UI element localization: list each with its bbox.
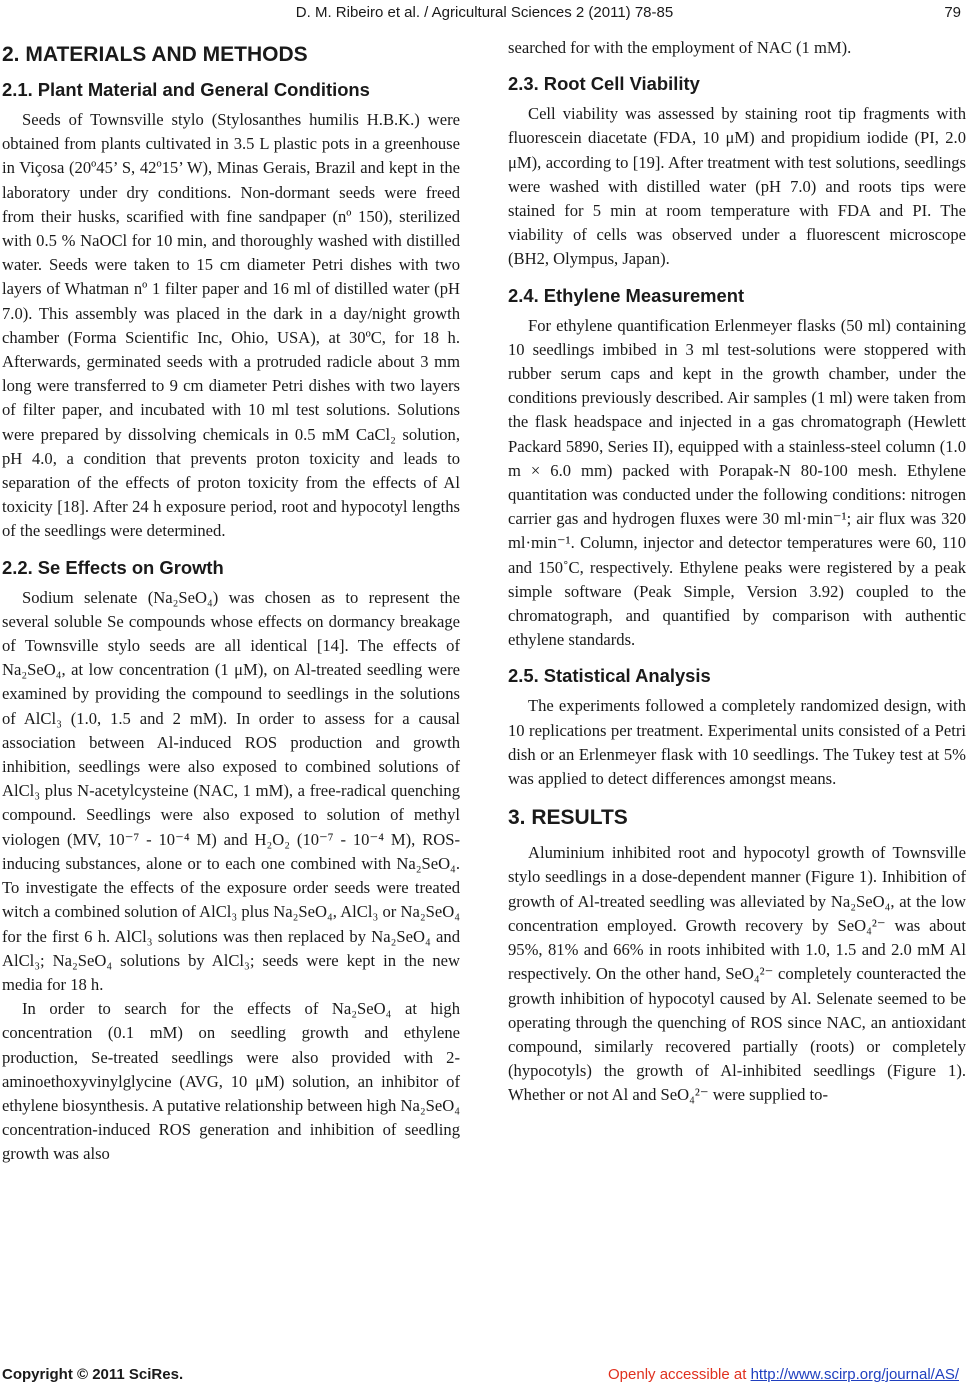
paragraph-continued: searched for with the employment of NAC (1 mM). xyxy=(508,38,852,57)
open-access-notice xyxy=(608,1366,959,1383)
section-heading-materials-methods: 2. MATERIALS AND METHODS xyxy=(2,43,308,66)
left-column xyxy=(2,36,460,1167)
subsection-heading-plant-material: 2.1. Plant Material and General Conditions xyxy=(2,79,370,100)
subsection-heading-se-effects: 2.2. Se Effects on Growth xyxy=(2,556,224,578)
journal-link[interactable]: http://www.scirp.org/journal/AS/ xyxy=(750,1366,959,1383)
copyright-notice: Copyright © 2011 SciRes. xyxy=(2,1366,184,1383)
page-footer xyxy=(0,1366,969,1386)
subsection-heading-root-viability: 2.3. Root Cell Viability xyxy=(508,73,700,95)
section-heading-results: 3. RESULTS xyxy=(508,806,628,830)
paragraph-results: Aluminium inhibited root and hypocotyl growth of Townsville stylo seedlings in a dose-dependent manner (Figure 1). Inhibition of growth of Al-treated seedling was alleviated by Na₂SeO₄, at the low concentration employed. Growth recovery by SeO₄²⁻ was about 95%, 81% and 66% in roots inhibited with 1.0, 1.5 and 2.0 mM Al respectively. On the other hand, SeO₄²⁻ completely counteracted the growth inhibition of hypocotyl caused by Al. Selenate seemed to be operating through the quenching of ROS since NAC, an antioxidant compound, similarly recovered partially (roots) or completely (hypocotyls) the growth of Al-inhibited seedlings (Figure 1). Whether or not Al and SeO₄²⁻ were supplied to- xyxy=(508,843,966,1105)
right-column xyxy=(508,36,966,1108)
subsection-heading-statistics: 2.5. Statistical Analysis xyxy=(508,665,711,687)
paragraph-plant-material: Seeds of Townsville stylo (Stylosanthes humilis H.B.K.) were obtained from plants cultivated in 3.5 L plastic pots in a greenhouse in Viçosa (20º45’ S, 42º15’ W), Minas Gerais, Brazil and kept in the laboratory under dry conditions. Non-dormant seeds were freed from their husks, scarified with fine sandpaper (nº 150), sterilized with 0.5 % NaOCl for 10 min, and thoroughly washed with distilled water. Seeds were taken to 15 cm diameter Petri dishes with two layers of Whatman nº 1 filter paper and 16 ml of distilled water (pH 7.0). This assembly was placed in the dark in a day/night growth chamber (Forma Scientific Inc, Ohio, USA), at 30ºC, for 18 h. Afterwards, germinated seeds with a protruded radicle about 3 mm long were transferred to 9 cm diameter Petri dishes with two layers of filter paper, and incubated with 10 ml test solutions. Solutions were prepared by dissolving chemicals in 0.5 mM CaCl₂ solution, pH 4.0, a condition that prevents proton toxicity and leads to separation of the effects of proton toxicity from the effects of Al toxicity [18]. After 24 h exposure period, root and hypocotyl lengths of the seedlings were determined. xyxy=(2,110,460,541)
page-header xyxy=(0,4,969,26)
paragraph-se-effects-2: In order to search for the effects of Na₂SeO₄ at high concentration (0.1 mM) on seedling growth and ethylene production, Se-treated seedlings were also provided with 2-aminoethoxyvinylglycine (AVG, 10 μM) solution, an inhibitor of ethylene biosynthesis. A putative relationship between high Na₂SeO₄ concentration-induced ROS generation and inhibition of seedling growth was also xyxy=(2,999,460,1164)
open-access-label: Openly accessible at xyxy=(608,1366,751,1383)
paragraph-ethylene: For ethylene quantification Erlenmeyer flasks (50 ml) containing 10 seedlings imbibed in 3 ml test-solutions were stoppered with rubber serum caps and kept in the growth chamber, under the conditions previously described. Air samples (1 ml) were taken from the flask headspace and injected in a gas chromatograph (Hewlett Packard 5890, Series II), equipped with a stainless-steel column (1.0 m × 6.0 mm) packed with Porapak-N 80-100 mesh. Ethylene quantitation was conducted under the following conditions: nitrogen carrier gas and hydrogen fluxes were 30 ml·min⁻¹; air flux was 320 ml·min⁻¹. Column, injector and detector temperatures were 60, 110 and 150˚C, respectively. Ethylene peaks were registered by a peak simple software (Peak Simple, Version 3.92) coupled to the chromatograph, and quantified by comparison with authentic ethylene standards. xyxy=(508,315,966,650)
paragraph-se-effects-1: Sodium selenate (Na₂SeO₄) was chosen as to represent the several soluble Se compounds whose effects on dormancy breakage of Townsville stylo seeds are all identical [14]. The effects of Na₂SeO₄, at low concentration (1 μM), on Al-treated seedling were examined by providing the compound to seedlings in the solutions of AlCl₃ (1.0, 1.5 and 2 mM). In order to assess for a causal association between Al-induced ROS production and growth inhibition, seedlings were also exposed to combined solutions of AlCl₃ plus N-acetylcysteine (NAC, 1 mM), a free-radical quenching compound. Seedlings were also exposed to solution of methyl viologen (MV, 10⁻⁷ - 10⁻⁴ M) and H₂O₂ (10⁻⁷ - 10⁻⁴ M), ROS-inducing substances, alone or to each one combined with Na₂SeO₄. To investigate the effects of the exposure order seeds were treated witch a combined solution of AlCl₃ plus Na₂SeO₄, AlCl₃ or Na₂SeO₄ for the first 6 h. AlCl₃ solutions was then replaced by Na₂SeO₄ and AlCl₃; Na₂SeO₄ solutions by AlCl₃; seeds were kept in the new media for 18 h. xyxy=(2,587,460,994)
paragraph-root-viability: Cell viability was assessed by staining root tip fragments with fluorescein diacetate (FDA, 10 μM) and propidium iodide (PI, 2.0 μM), according to [19]. After treatment with test solutions, seedlings were washed with distilled water (pH 7.0) and roots tips were stained for 5 min at room temperature with FDA and PI. The viability of cells was observed under a fluorescent microscope (BH2, Olympus, Japan). xyxy=(508,104,966,269)
page-number: 79 xyxy=(944,4,961,21)
paragraph-statistics: The experiments followed a completely randomized design, with 10 replications per treatment. Experimental units consisted of a Petri dish or an Erlenmeyer flask with 10 seedlings. The Tukey test at 5% was applied to detect differences amongst means. xyxy=(508,696,966,789)
subsection-heading-ethylene: 2.4. Ethylene Measurement xyxy=(508,284,745,306)
running-title: D. M. Ribeiro et al. / Agricultural Sciences 2 (2011) 78-85 xyxy=(295,4,674,21)
